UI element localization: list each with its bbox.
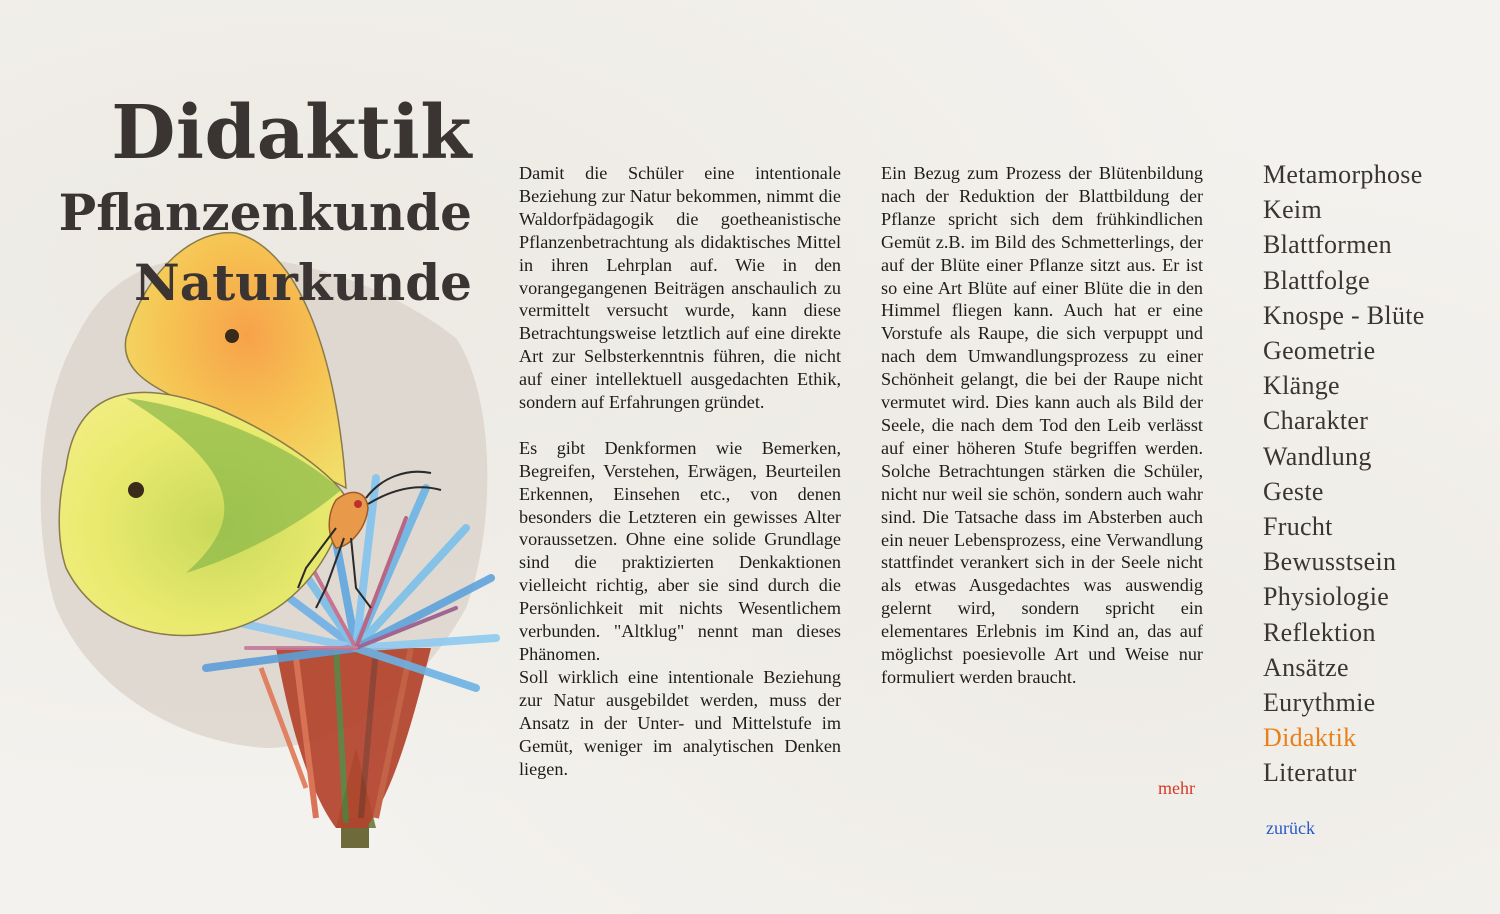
nav-item-metamorphose[interactable]: Metamorphose: [1263, 160, 1423, 189]
nav-item-didaktik[interactable]: Didaktik: [1263, 723, 1357, 753]
page-title: Didaktik: [111, 90, 472, 176]
nav-item-reflektion[interactable]: Reflektion: [1263, 617, 1376, 647]
flower-bracts: [261, 648, 431, 828]
butterfly-flower-illustration: [36, 228, 506, 850]
paragraph-2: Es gibt Denkformen wie Bemerken, Begreifen, Verstehen, Erwägen, Beurteilen Erkennen, Einsehen etc., von denen besonders die Letzteren ein gewisses Alter voraussetzen. Ohne eine solide Grundlage sind die praktizierten Denkaktionen vielleicht richtig, aber sie sind durch die Persönlichkeit mit nichts Wesentlichem verbunden. "Altklug" nennt man dieses Phänomen.: [519, 437, 841, 665]
nav-item-wandlung[interactable]: Wandlung: [1263, 441, 1372, 471]
nav-item-physiologie[interactable]: Physiologie: [1263, 582, 1390, 612]
butterfly-spot-upper: [225, 329, 239, 343]
nav-item-bewusstsein[interactable]: Bewusstsein: [1263, 547, 1397, 577]
back-link[interactable]: zurück: [1266, 818, 1315, 838]
page-titles: [40, 88, 472, 318]
more-link[interactable]: mehr: [1158, 778, 1195, 798]
page-subtitle-naturkunde: Naturkunde: [133, 253, 472, 312]
nav-item-knospe-bluete[interactable]: Knospe - Blüte: [1263, 300, 1425, 330]
nav-item-keim[interactable]: Keim: [1263, 195, 1322, 225]
paragraph-1: Damit die Schüler eine intentionale Beziehung zur Natur bekommen, nimmt die Waldorfpädagogik die goetheanistische Pflanzenbetrachtung als didaktisches Mittel in ihren Lehrplan auf. Wie in den vorangegangenen Beiträgen anschaulich zu vermittelt versucht wurde, kann diese Betrachtungsweise letztlich auf eine direkte Art zur Selbsterkenntnis führen, die nicht auf einer intellektuell ausgedachten Ethik, sondern auf Erfahrungen gründet.: [519, 163, 841, 413]
butterfly-eye: [354, 500, 362, 508]
nav-item-literatur[interactable]: Literatur: [1263, 758, 1357, 788]
nav-item-blattformen[interactable]: Blattformen: [1263, 230, 1392, 260]
nav-item-eurythmie[interactable]: Eurythmie: [1263, 688, 1376, 718]
nav-item-geometrie[interactable]: Geometrie: [1263, 336, 1376, 366]
paragraph-3: Soll wirklich eine intentionale Beziehung zur Natur ausgebildet werden, muss der Ansatz in der Unter- und Mittelstufe im Gemüt, weniger im analytischen Denken liegen.: [519, 666, 841, 779]
paragraph-4: Ein Bezug zum Prozess der Blütenbildung nach der Reduktion der Blattbildung der Pflanze spricht sich dem frühkindlichen Gemüt z.B. im Bild des Schmetterlings, der auf der Blüte einer Pflanze sitzt aus. Er ist so eine Art Blüte auf einer Blüte die in den Himmel fliegen kann. Auch hat er eine Vorstufe als Raupe, die sich verpuppt und nach dem Umwandlungsprozess zu einer Schönheit gelangt, die bei der Raupe nicht vermutet wird. Dies kann auch als Bild der Seele, die nach dem Tod den Leib verlässt auf einer höheren Stufe begriffen werden. Solche Betrachtungen stärken die Schüler, nicht nur weil sie schön, sondern auch wahr sind. Die Tatsache dass im Absterben auch ein neuer Lebensprozess, eine Verwandlung stattfindet verankert sich in der Seele nicht als etwas Ausgedachtes was auswendig gelernt wird, sondern spricht ein elementares Erlebnis im Kind an, das auf möglichst poesievolle Art und Weise nur formuliert werden braucht.: [881, 163, 1203, 687]
butterfly-spot-lower: [128, 482, 144, 498]
nav-item-klaenge[interactable]: Klänge: [1263, 371, 1340, 401]
text-column-right: [881, 162, 1203, 689]
text-column-left: [519, 162, 841, 780]
nav-item-frucht[interactable]: Frucht: [1263, 512, 1333, 542]
nav-item-charakter[interactable]: Charakter: [1263, 406, 1369, 436]
page-subtitle-pflanzenkunde: Pflanzenkunde: [58, 183, 472, 242]
nav-item-blattfolge[interactable]: Blattfolge: [1263, 265, 1370, 295]
topic-nav: [1263, 157, 1425, 791]
paragraph-gap: [519, 414, 841, 437]
nav-item-geste[interactable]: Geste: [1263, 476, 1324, 506]
nav-item-ansaetze[interactable]: Ansätze: [1263, 652, 1349, 682]
